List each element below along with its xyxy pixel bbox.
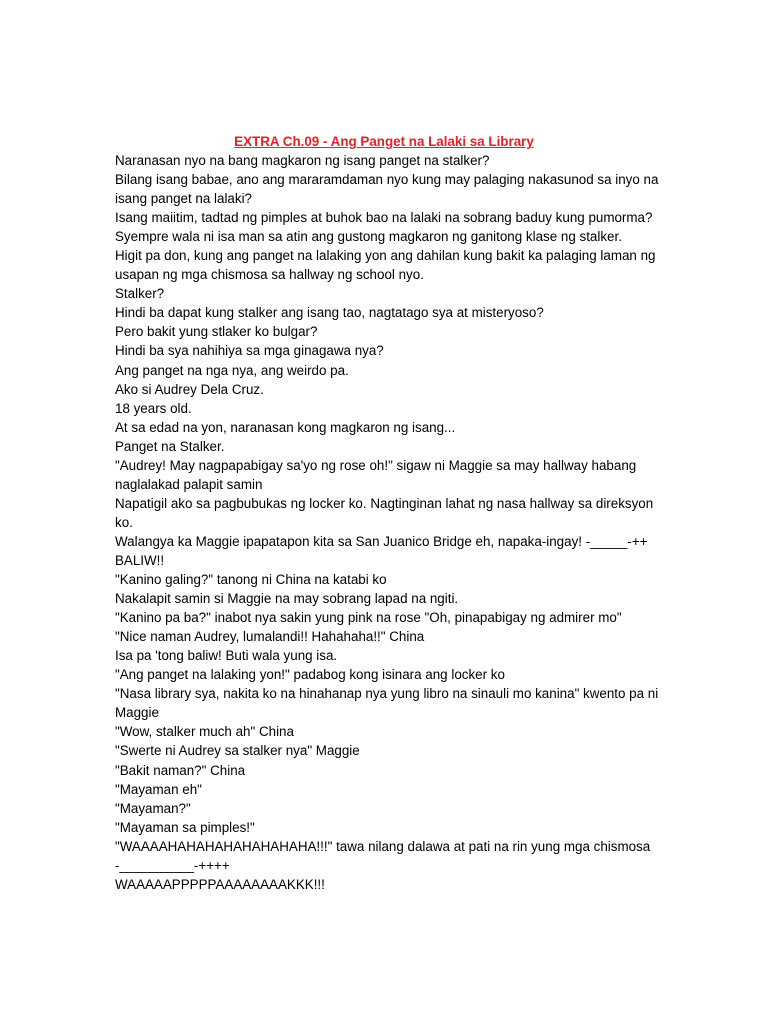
story-line: Bilang isang babae, ano ang mararamdaman nyo kung may palaging nakasunod sa inyo na isang panget na lalaki? (115, 172, 663, 207)
story-line: Ako si Audrey Dela Cruz. (115, 381, 264, 397)
story-line: 18 years old. (115, 400, 192, 416)
story-line: WAAAAAPPPPPAAAAAAAAKKK!!! (115, 876, 325, 892)
story-line: Syempre wala ni isa man sa atin ang gustong magkaron ng ganitong klase ng stalker. (115, 229, 622, 245)
story-line: "Nasa library sya, nakita ko na hinahanap nya yung libro na sinauli mo kanina" kwento pa ni Maggie (115, 686, 662, 721)
story-line: "Bakit naman?" China (115, 762, 246, 778)
story-line: Walangya ka Maggie ipapatapon kita sa San Juanico Bridge eh, napaka-ingay! -_____-++ BALIW!! (115, 533, 652, 568)
story-line: Isa pa 'tong baliw! Buti wala yung isa. (115, 648, 338, 664)
story-line: "WAAAAHAHAHAHAHAHAHAHA!!!" tawa nilang dalawa at pati na rin yung mga chismosa (115, 838, 651, 854)
story-line: Nakalapit samin si Maggie na may sobrang lapad na ngiti. (115, 591, 459, 607)
story-line: "Mayaman sa pimples!" (115, 819, 255, 835)
story-line: "Wow, stalker much ah" China (115, 724, 294, 740)
story-line: "Swerte ni Audrey sa stalker nya" Maggie (115, 743, 360, 759)
story-line: Stalker? (115, 286, 165, 302)
story-text (115, 151, 663, 894)
story-line: Napatigil ako sa pagbubukas ng locker ko. Nagtinginan lahat ng nasa hallway sa direksyon ko. (115, 495, 657, 530)
story-line: "Ang panget na lalaking yon!" padabog kong isinara ang locker ko (115, 667, 505, 683)
chapter-title: EXTRA Ch.09 - Ang Panget na Lalaki sa Library (234, 134, 534, 149)
story-line: At sa edad na yon, naranasan kong magkaron ng isang... (115, 419, 456, 435)
story-line: "Mayaman?" (115, 800, 191, 816)
story-line: Hindi ba dapat kung stalker ang isang tao, nagtatago sya at misteryoso? (115, 305, 544, 321)
story-line: Pero bakit yung stlaker ko bulgar? (115, 324, 318, 340)
story-line: -__________-++++ (115, 857, 230, 873)
story-line: Isang maiitim, tadtad ng pimples at buhok bao na lalaki na sobrang baduy kung pumorma? (115, 210, 653, 226)
story-line: "Kanino pa ba?" inabot nya sakin yung pink na rose "Oh, pinapabigay ng admirer mo" (115, 610, 622, 626)
story-line: "Nice naman Audrey, lumalandi!! Hahahaha!!" China (115, 629, 425, 645)
story-line: Naranasan nyo na bang magkaron ng isang panget na stalker? (115, 153, 490, 168)
story-line: "Audrey! May nagpapabigay sa'yo ng rose oh!" sigaw ni Maggie sa may hallway habang naglalakad palapit samin (115, 457, 640, 492)
story-line: Higit pa don, kung ang panget na lalaking yon ang dahilan kung bakit ka palaging laman ng usapan ng mga chismosa sa hallway ng school nyo. (115, 248, 660, 283)
story-line: Panget na Stalker. (115, 438, 225, 454)
story-line: Ang panget na nga nya, ang weirdo pa. (115, 362, 349, 378)
story-line: "Kanino galing?" tanong ni China na katabi ko (115, 572, 387, 588)
story-line: Hindi ba sya nahihiya sa mga ginagawa nya? (115, 343, 384, 359)
story-line: "Mayaman eh" (115, 781, 202, 797)
